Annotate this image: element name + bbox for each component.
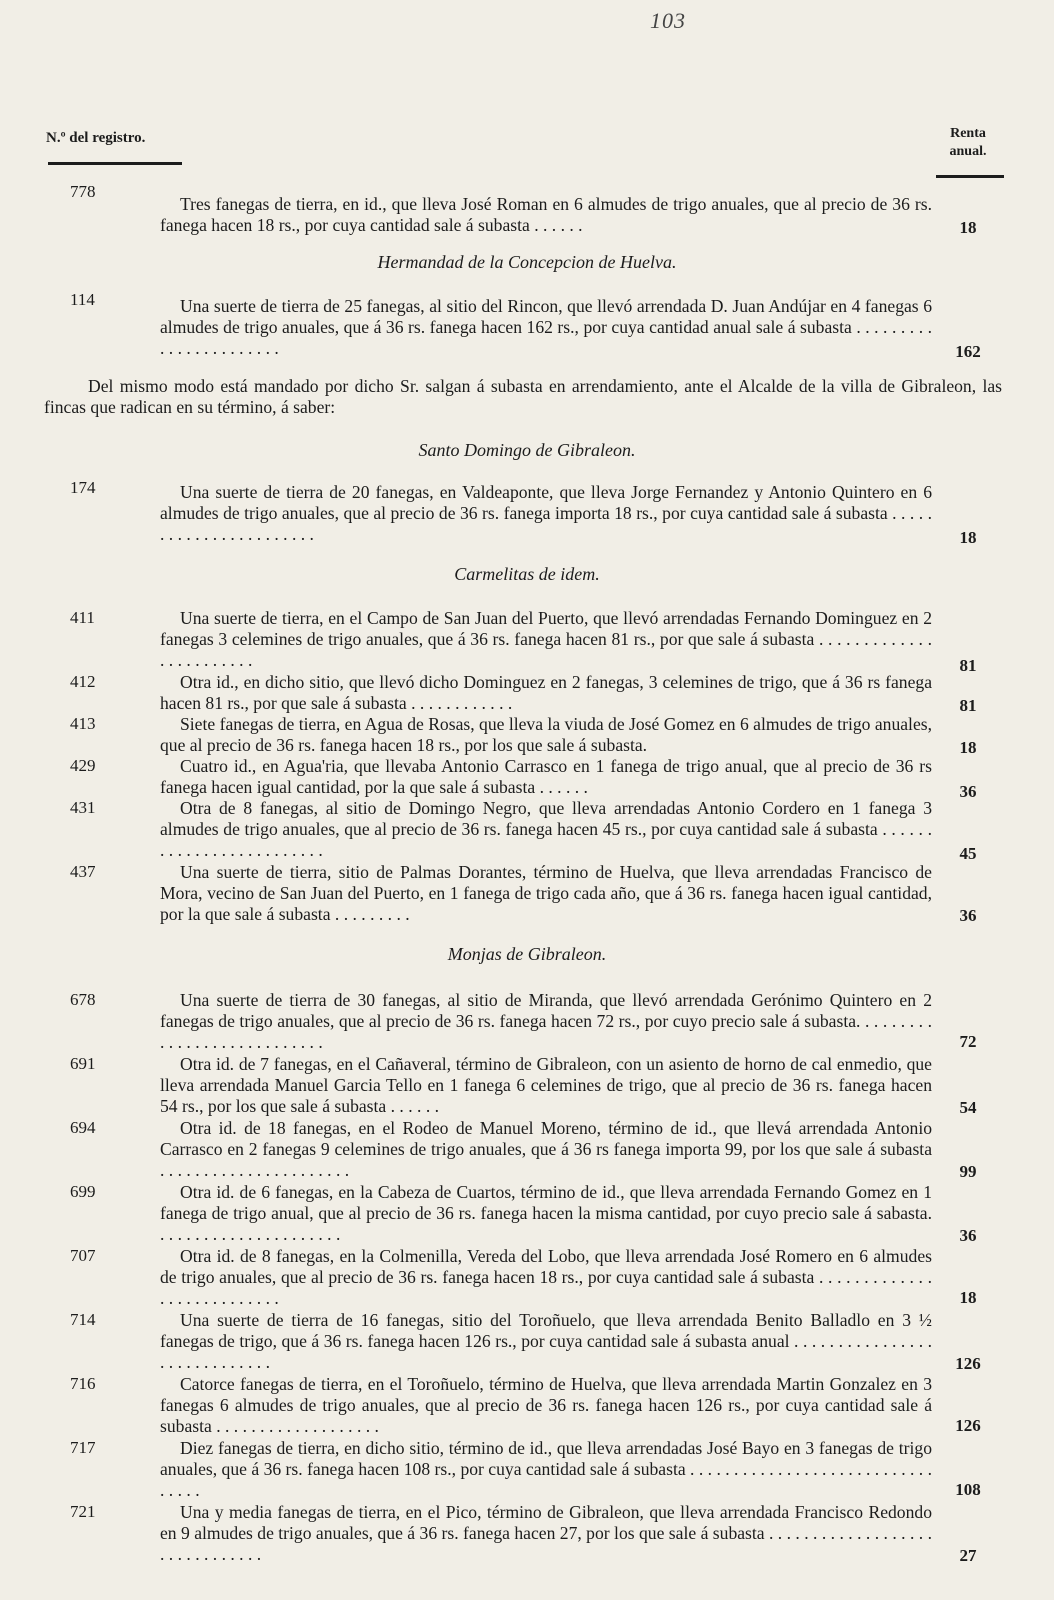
entry-number: 778 bbox=[70, 182, 96, 201]
section-title: Hermandad de la Concepcion de Huelva. bbox=[377, 252, 677, 272]
entry-amount: 126 bbox=[955, 1354, 981, 1373]
entry-amount: 18 bbox=[959, 218, 977, 237]
section-title: Santo Domingo de Gibraleon. bbox=[418, 440, 636, 460]
entry-amount: 45 bbox=[959, 844, 977, 863]
entry-number: 699 bbox=[70, 1182, 96, 1201]
intro-paragraph: Del mismo modo está mandado por dicho Sr. salgan á subasta en arrendamiento, ante el Alcalde de la villa de Gibraleon, las fincas que radican en su término, á saber: bbox=[44, 376, 1002, 417]
entry-number: 714 bbox=[70, 1310, 96, 1329]
header-rule-right bbox=[936, 175, 1004, 178]
entry-description: Diez fanegas de tierra, en dicho sitio, término de id., que lleva arrendadas José Bayo en 3 fanegas de trigo anuales, que á 36 rs. fanega hacen 108 rs., por cuya cantidad sale á subasta . . . . . . . . . . . . . . . . . . . . . . . . . . . . . . . . . bbox=[160, 1438, 932, 1500]
entry-number: 114 bbox=[70, 290, 95, 309]
entry-description: Una suerte de tierra, en el Campo de San Juan del Puerto, que llevó arrendadas Fernando Dominguez en 2 fanegas 3 celemines de trigo anuales, que á 36 rs. fanega hacen 81 rs., por que sale á subasta . . . . . . . . . . . . . . . . . . . . . . . . bbox=[160, 608, 932, 670]
entry-description: Otra id. de 7 fanegas, en el Cañaveral, término de Gibraleon, con un asiento de horno de cal enmedio, que lleva arrendada Manuel Garcia Tello en 1 fanega 6 celemines de trigo, que al precio de 36 rs. fanega hacen 54 rs., por los que sale á subasta . . . . . . bbox=[160, 1054, 932, 1116]
entry-number: 678 bbox=[70, 990, 96, 1009]
entry-amount: 27 bbox=[959, 1546, 977, 1565]
entry-description: Otra id. de 8 fanegas, en la Colmenilla, Vereda del Lobo, que lleva arrendada José Romero en 6 almudes de trigo anuales, que al precio de 36 rs. fanega hacen 18 rs., por cuya cantidad sale á subasta . . . . . . . . . . . . . . . . . . . . . . . . . . . bbox=[160, 1246, 932, 1308]
entry-description: Una y media fanegas de tierra, en el Pico, término de Gibraleon, que lleva arrendada Francisco Redondo en 9 almudes de trigo anuales, que á 36 rs. fanega hacen 27, por los que sale á subasta . . . . . . . . . . . . . . . . . . . . . . . . . . . . . . . bbox=[160, 1502, 932, 1564]
header-renta: Renta bbox=[950, 126, 986, 141]
entry-description: Catorce fanegas de tierra, en el Toroñuelo, término de Huelva, que lleva arrendada Martin Gonzalez en 3 fanegas 6 almudes de trigo anuales, que al precio de 36 rs. fanega hacen 126 rs., por cuya cantidad sale á subasta . . . . . . . . . . . . . . . . . . . bbox=[160, 1374, 932, 1436]
entry-amount: 18 bbox=[959, 528, 977, 547]
entry-number: 707 bbox=[70, 1246, 96, 1265]
header-anual: anual. bbox=[949, 144, 987, 159]
entry-description: Siete fanegas de tierra, en Agua de Rosas, que lleva la viuda de José Gomez en 6 almudes de trigo anuales, que al precio de 36 rs. fanega hacen 18 rs., por los que sale á subasta. bbox=[160, 714, 932, 755]
entry-number: 431 bbox=[70, 798, 96, 817]
entry-amount: 81 bbox=[959, 656, 977, 675]
entry-description: Una suerte de tierra de 30 fanegas, al sitio de Miranda, que llevó arrendada Gerónimo Quintero en 2 fanegas de trigo anuales, que al precio de 36 rs. fanega hacen 72 rs., por cuyo precio sale á subasta. . . . . . . . . . . . . . . . . . . . . . . . . . . . bbox=[160, 990, 932, 1052]
entry-amount: 108 bbox=[955, 1480, 981, 1499]
entry-amount: 72 bbox=[959, 1032, 977, 1051]
entry-amount: 162 bbox=[955, 342, 981, 361]
page-number: 103 bbox=[650, 8, 686, 33]
entry-description: Otra id., en dicho sitio, que llevó dicho Dominguez en 2 fanegas, 3 celemines de trigo, que á 36 rs fanega hacen 81 rs., por que sale á subasta . . . . . . . . . . . . bbox=[160, 672, 932, 713]
section-title: Carmelitas de idem. bbox=[454, 564, 600, 584]
entry-number: 721 bbox=[70, 1502, 96, 1521]
entry-description: Una suerte de tierra de 25 fanegas, al sitio del Rincon, que llevó arrendada D. Juan Andújar en 4 fanegas 6 almudes de trigo anuales, que á 36 rs. fanega hacen 162 rs., por cuya cantidad anual sale á subasta . . . . . . . . . . . . . . . . . . . . . . . bbox=[160, 296, 932, 358]
entry-amount: 54 bbox=[959, 1098, 977, 1117]
entry-description: Tres fanegas de tierra, en id., que lleva José Roman en 6 almudes de trigo anuales, que al precio de 36 rs. fanega hacen 18 rs., por cuya cantidad sale á subasta . . . . . . bbox=[160, 194, 932, 235]
entry-number: 413 bbox=[70, 714, 96, 733]
entry-number: 694 bbox=[70, 1118, 96, 1137]
header-rule-left bbox=[48, 162, 182, 165]
entry-number: 411 bbox=[70, 608, 95, 627]
entry-number: 691 bbox=[70, 1054, 96, 1073]
entry-amount: 18 bbox=[959, 738, 977, 757]
entry-amount: 81 bbox=[959, 696, 977, 715]
entry-description: Otra de 8 fanegas, al sitio de Domingo Negro, que lleva arrendadas Antonio Cordero en 1 fanega 3 almudes de trigo anuales, que al precio de 36 rs. fanega hacen 45 rs., por cuya cantidad sale á subasta . . . . . . . . . . . . . . . . . . . . . . . . . bbox=[160, 798, 932, 860]
entry-amount: 36 bbox=[959, 1226, 977, 1245]
entry-number: 716 bbox=[70, 1374, 96, 1393]
header-registro: N.º del registro. bbox=[46, 130, 146, 146]
entry-description: Una suerte de tierra, sitio de Palmas Dorantes, término de Huelva, que lleva arrendadas Francisco de Mora, vecino de San Juan del Puerto, en 1 fanega de trigo cada año, que á 36 rs. fanega hacen igual cantidad, por la que sale á subasta . . . . . . . . . bbox=[160, 862, 932, 924]
entry-amount: 126 bbox=[955, 1416, 981, 1435]
section-title: Monjas de Gibraleon. bbox=[447, 944, 607, 964]
entry-number: 429 bbox=[70, 756, 96, 775]
entry-description: Una suerte de tierra de 16 fanegas, sitio del Toroñuelo, que lleva arrendada Benito Balladlo en 3 ½ fanegas de trigo, que á 36 rs. fanega hacen 126 rs., por cuya cantidad sale á subasta anual . . . . . . . . . . . . . . . . . . . . . . . . . . . . . bbox=[160, 1310, 932, 1372]
entry-description: Una suerte de tierra de 20 fanegas, en Valdeaponte, que lleva Jorge Fernandez y Antonio Quintero en 6 almudes de trigo anuales, que al precio de 36 rs. fanega importa 18 rs., por cuya cantidad sale á subasta . . . . . . . . . . . . . . . . . . . . . . . bbox=[160, 482, 932, 544]
entry-number: 174 bbox=[70, 478, 96, 497]
entry-amount: 36 bbox=[959, 906, 977, 925]
entry-number: 437 bbox=[70, 862, 96, 881]
entry-number: 412 bbox=[70, 672, 96, 691]
entry-description: Otra id. de 6 fanegas, en la Cabeza de Cuartos, término de id., que lleva arrendada Fernando Gomez en 1 fanega de trigo anual, que al precio de 36 rs. fanega hacen la misma cantidad, por cuyo precio sale á sabasta. . . . . . . . . . . . . . . . . . . . . . bbox=[160, 1182, 932, 1244]
entry-number: 717 bbox=[70, 1438, 96, 1457]
header-renta-anual bbox=[938, 125, 998, 161]
entry-amount: 99 bbox=[959, 1162, 977, 1181]
entry-amount: 18 bbox=[959, 1288, 977, 1307]
entry-description: Cuatro id., en Agua'ria, que llevaba Antonio Carrasco en 1 fanega de trigo anual, que al precio de 36 rs fanega hacen igual cantidad, por la que sale á subasta . . . . . . bbox=[160, 756, 932, 797]
entry-amount: 36 bbox=[959, 782, 977, 801]
entry-description: Otra id. de 18 fanegas, en el Rodeo de Manuel Moreno, término de id., que llevá arrendada Antonio Carrasco en 2 fanegas 9 celemines de trigo anuales, que á 36 rs fanega importa 99, por los que sale á subasta . . . . . . . . . . . . . . . . . . . . . . bbox=[160, 1118, 932, 1180]
